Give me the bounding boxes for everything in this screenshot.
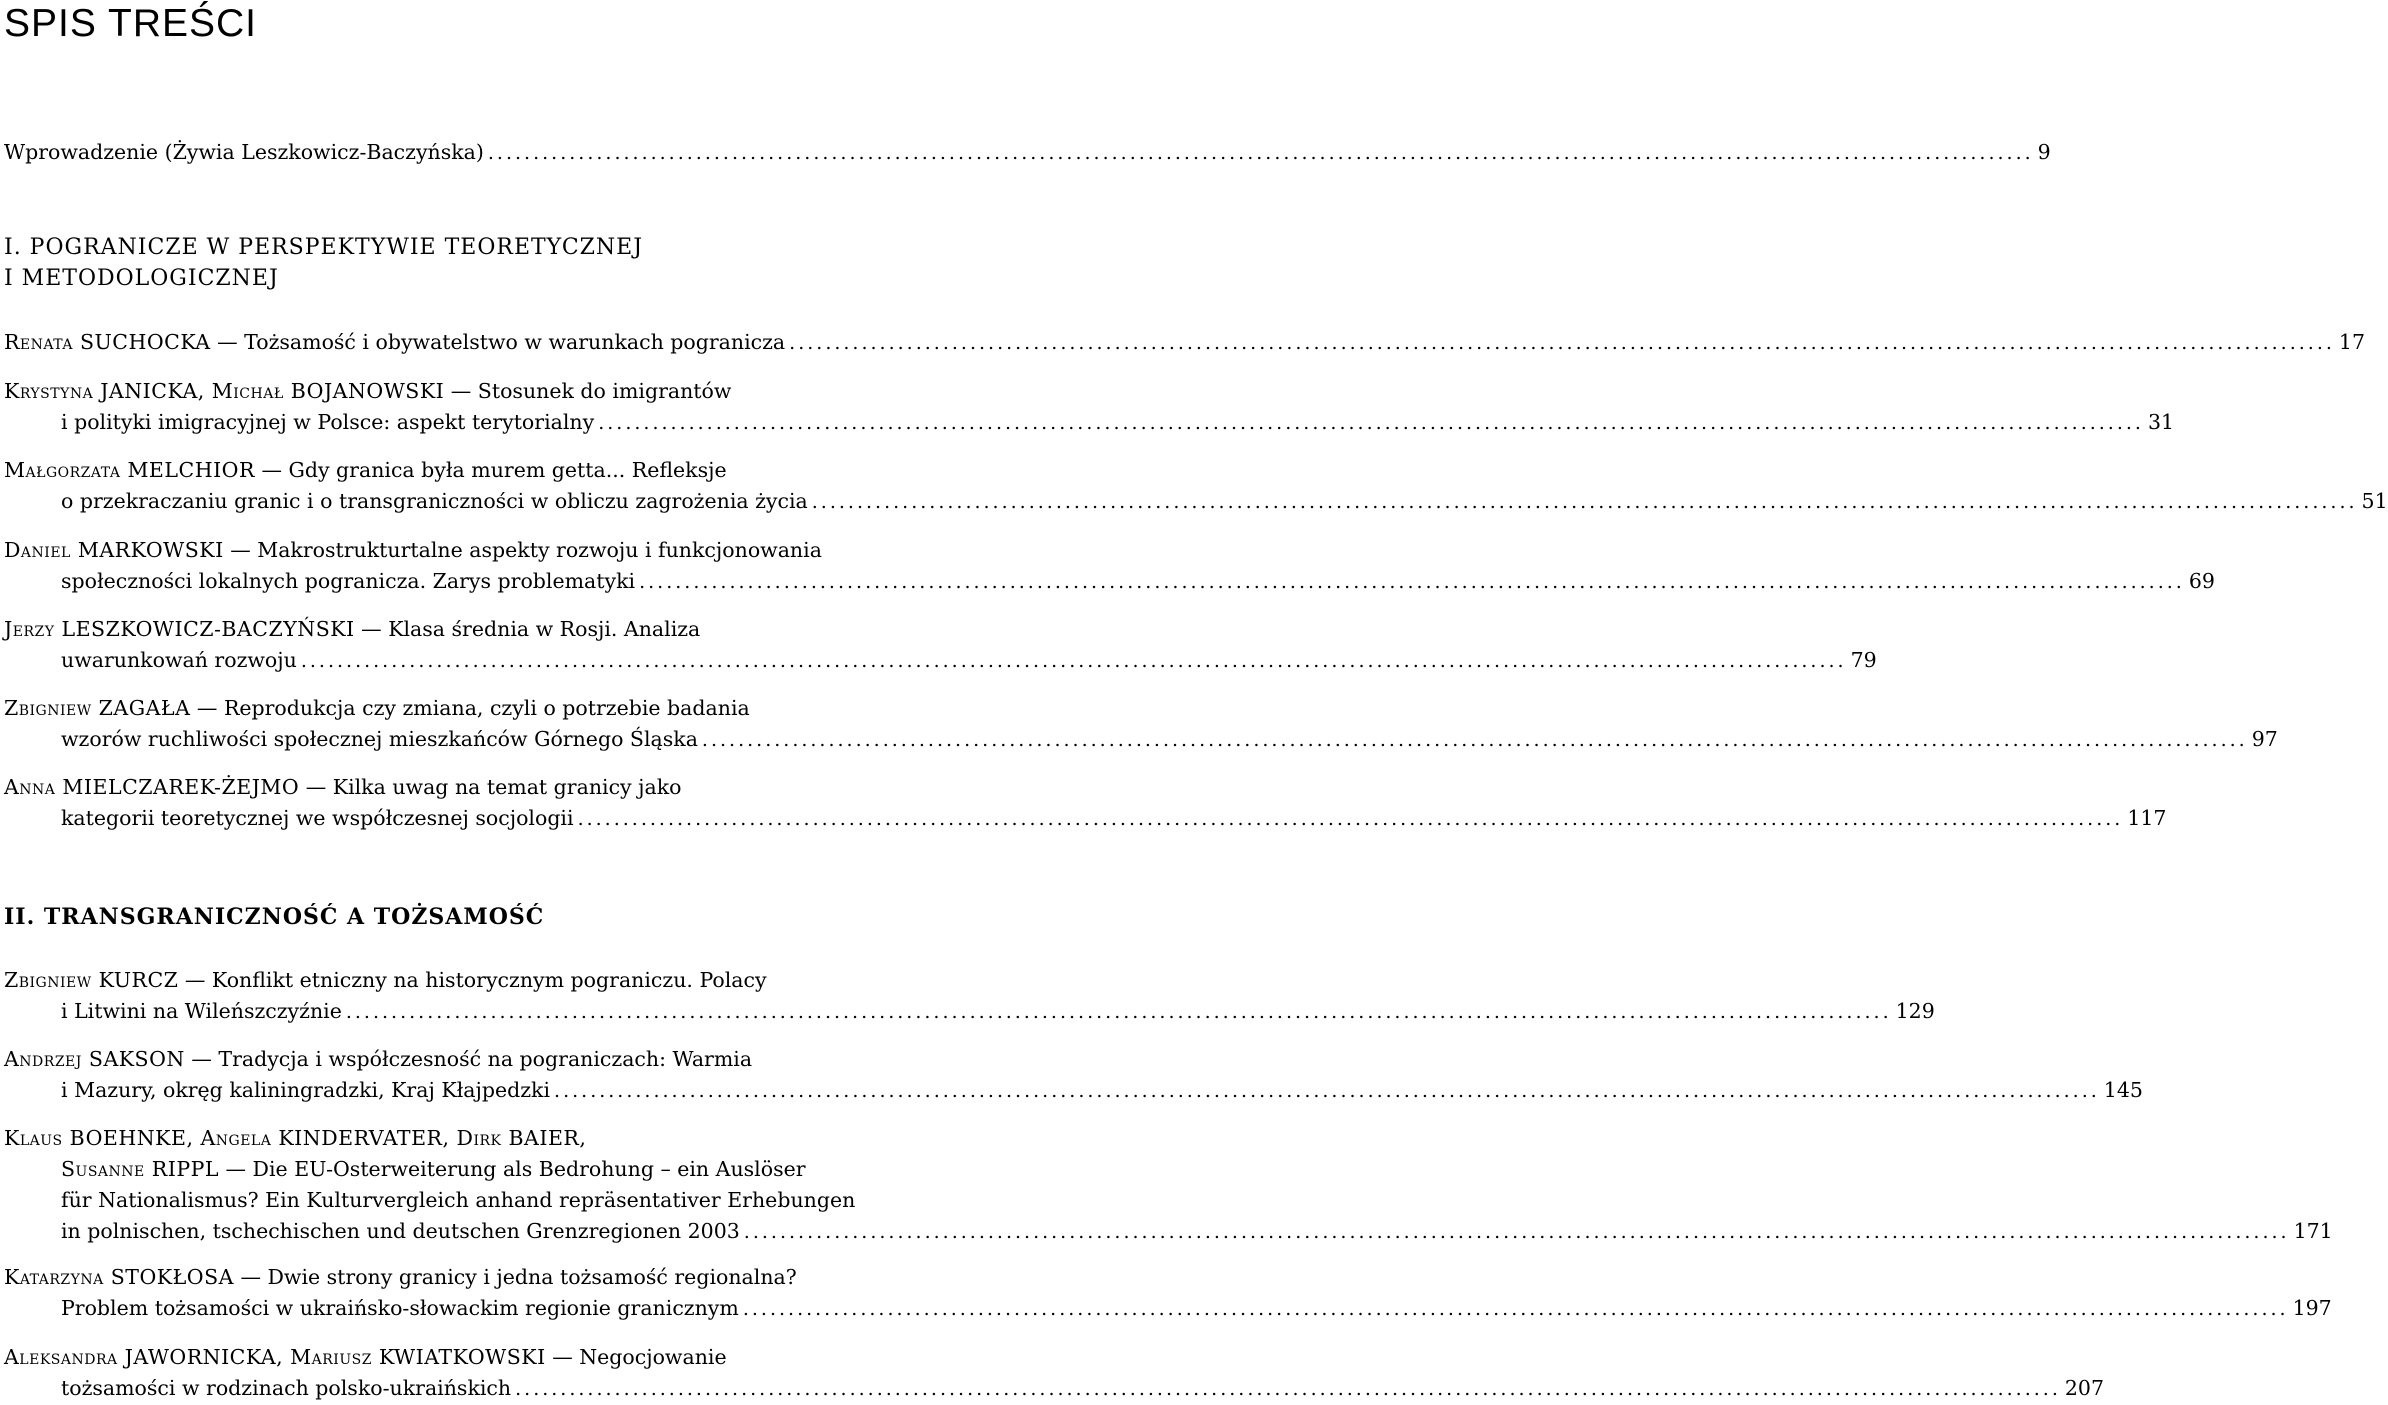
dot-leader: ........................................................................................................................................................................... xyxy=(487,142,2034,164)
dot-leader: ........................................................................................................................................................................... xyxy=(577,808,2124,830)
entry-title-cont: in polnischen, tschechischen und deutschen Grenzregionen 2003 xyxy=(61,1219,740,1243)
entry-author: Aleksandra JAWORNICKA, Mariusz KWIATKOWSKI xyxy=(4,1345,546,1369)
page-number: 69 xyxy=(2188,569,2215,593)
dot-leader: ........................................................................................................................................................................... xyxy=(300,650,1847,672)
entry-title-cont: kategorii teoretycznej we współczesnej socjologii xyxy=(61,806,574,830)
toc-entry[interactable] xyxy=(4,965,1935,1027)
entry-author: Daniel MARKOWSKI xyxy=(4,538,224,562)
page-number: 145 xyxy=(2103,1078,2143,1102)
page-title: SPIS TREŚCI xyxy=(4,2,258,45)
dot-leader: ........................................................................................................................................................................... xyxy=(554,1080,2100,1102)
entry-title: — Tożsamość i obywatelstwo w warunkach pogranicza xyxy=(210,330,786,354)
entry-text: Wprowadzenie (Żywia Leszkowicz-Baczyńska) xyxy=(4,140,484,164)
page-number: 9 xyxy=(2037,140,2051,164)
toc-entry[interactable] xyxy=(4,1262,2332,1324)
section-heading-line: I. POGRANICZE W PERSPEKTYWIE TEORETYCZNEJ xyxy=(4,235,644,260)
entry-title: — Dwie strony granicy i jedna tożsamość regionalna? xyxy=(233,1265,797,1289)
page-number: 171 xyxy=(2293,1219,2333,1243)
toc-entry[interactable] xyxy=(4,535,2215,597)
page-number: 31 xyxy=(2147,410,2175,434)
entry-title: — Stosunek do imigrantów xyxy=(444,379,732,403)
toc-entry[interactable] xyxy=(4,1342,2105,1404)
entry-author: Anna MIELCZAREK-ŻEJMO xyxy=(4,775,300,799)
entry-author: Katarzyna STOKŁOSA xyxy=(4,1265,234,1289)
page-number: 197 xyxy=(2292,1296,2332,1320)
page-number: 97 xyxy=(2251,727,2278,751)
toc-entry[interactable] xyxy=(4,327,2366,358)
dot-leader: ........................................................................................................................................................................... xyxy=(811,491,2358,513)
entry-title: — Reprodukcja czy zmiana, czyli o potrzebie badania xyxy=(190,696,750,720)
entry-title-cont: tożsamości w rodzinach polsko-ukraińskich xyxy=(61,1376,512,1400)
toc-entry-intro[interactable] xyxy=(4,137,2051,168)
page-number: 17 xyxy=(2338,330,2366,354)
dot-leader: ........................................................................................................................................................................... xyxy=(639,571,2185,593)
entry-title: — Die EU-Osterweiterung als Bedrohung – ein Auslöser xyxy=(219,1157,806,1181)
entry-author: Małgorzata MELCHIOR xyxy=(4,458,255,482)
entry-title-cont: Problem tożsamości w ukraińsko-słowackim regionie granicznym xyxy=(61,1296,739,1320)
entry-author: Jerzy LESZKOWICZ-BACZYŃSKI xyxy=(4,617,355,641)
toc-entry[interactable] xyxy=(4,1123,2333,1247)
entry-title: — Kilka uwag na temat granicy jako xyxy=(299,775,682,799)
page-number: 129 xyxy=(1895,999,1935,1023)
page-number: 79 xyxy=(1850,648,1877,672)
toc-entry[interactable] xyxy=(4,1044,2143,1106)
toc-entry[interactable] xyxy=(4,772,2167,834)
dot-leader: ........................................................................................................................................................................... xyxy=(742,1298,2289,1320)
section-heading-2 xyxy=(4,902,544,933)
entry-title: — Konflikt etniczny na historycznym pograniczu. Polacy xyxy=(178,968,767,992)
entry-title-cont: für Nationalismus? Ein Kulturvergleich anhand repräsentativer Erhebungen xyxy=(61,1188,856,1212)
entry-title-cont: społeczności lokalnych pogranicza. Zarys problematyki xyxy=(61,569,636,593)
entry-author: Zbigniew ZAGAŁA xyxy=(4,696,191,720)
entry-title-cont: i polityki imigracyjnej w Polsce: aspekt terytorialny xyxy=(61,410,595,434)
entry-author: Susanne RIPPL xyxy=(61,1157,220,1181)
toc-entry[interactable] xyxy=(4,693,2278,755)
dot-leader: ........................................................................................................................................................................... xyxy=(701,729,2248,751)
section-heading-line: II. TRANSGRANICZNOŚĆ A TOŻSAMOŚĆ xyxy=(4,904,545,930)
entry-author: Andrzej SAKSON xyxy=(4,1047,185,1071)
entry-title-cont: i Litwini na Wileńszczyźnie xyxy=(61,999,342,1023)
toc-entry[interactable] xyxy=(4,614,1877,676)
entry-title-cont: uwarunkowań rozwoju xyxy=(61,648,297,672)
entry-title: — Tradycja i współczesność na pograniczach: Warmia xyxy=(184,1047,753,1071)
entry-title-cont: i Mazury, okręg kaliningradzki, Kraj Kłajpedzki xyxy=(61,1078,551,1102)
entry-title: — Gdy granica była murem getta... Refleksje xyxy=(254,458,727,482)
entry-title-cont: wzorów ruchliwości społecznej mieszkańców Górnego Śląska xyxy=(61,727,698,751)
entry-title-cont: o przekraczaniu granic i o transgraniczności w obliczu zagrożenia życia xyxy=(61,489,808,513)
section-heading-1 xyxy=(4,232,643,294)
entry-title: — Klasa średnia w Rosji. Analiza xyxy=(354,617,701,641)
page-number: 117 xyxy=(2127,806,2167,830)
entry-title: — Negocjowanie xyxy=(545,1345,727,1369)
entry-author: Renata SUCHOCKA xyxy=(4,330,211,354)
page-number: 51 xyxy=(2361,489,2388,513)
section-heading-line: I METODOLOGICZNEJ xyxy=(4,266,279,291)
dot-leader: ........................................................................................................................................................................... xyxy=(789,332,2335,354)
entry-title: — Makrostrukturtalne aspekty rozwoju i funkcjonowania xyxy=(223,538,822,562)
toc-entry[interactable] xyxy=(4,455,2388,517)
page-number: 207 xyxy=(2064,1376,2105,1400)
entry-author: Krystyna JANICKA, Michał BOJANOWSKI xyxy=(4,379,445,403)
dot-leader: ........................................................................................................................................................................... xyxy=(345,1001,1892,1023)
entry-author: Zbigniew KURCZ xyxy=(4,968,179,992)
toc-entry[interactable] xyxy=(4,376,2175,438)
dot-leader: ........................................................................................................................................................................... xyxy=(743,1221,2290,1243)
dot-leader: ........................................................................................................................................................................... xyxy=(598,412,2144,434)
dot-leader: ........................................................................................................................................................................... xyxy=(515,1378,2061,1400)
entry-author: Klaus BOEHNKE, Angela KINDERVATER, Dirk BAIER, xyxy=(4,1126,587,1150)
